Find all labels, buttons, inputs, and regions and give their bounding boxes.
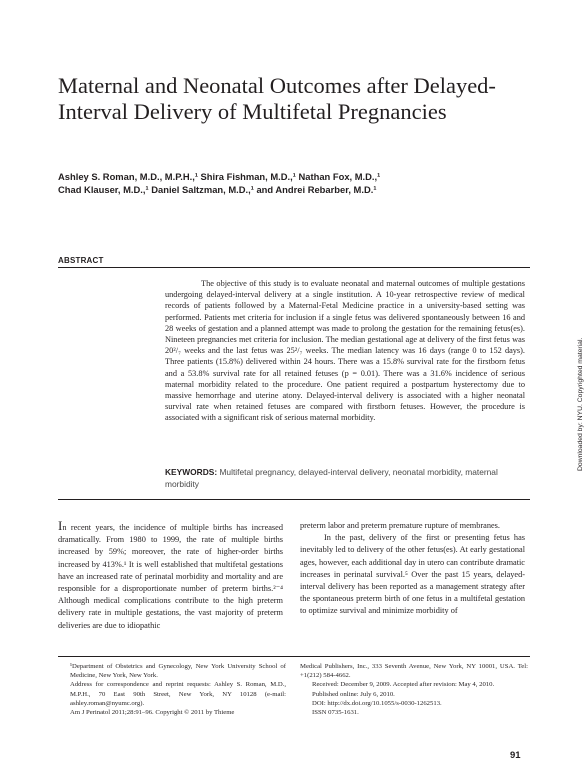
authors-line-2: Chad Klauser, M.D.,¹ Daniel Saltzman, M.D.,¹ and Andrei Rebarber, M.D.¹ [58, 184, 377, 195]
article-title: Maternal and Neonatal Outcomes after Delayed-Interval Delivery of Multifetal Pregnancies [58, 73, 496, 124]
footnote-issn: ISSN 0735-1631. [312, 709, 359, 717]
keywords-label: KEYWORDS: [165, 467, 218, 477]
footnote-received: Received: December 9, 2009. Accepted after revision: May 4, 2010. [312, 681, 495, 689]
body-column-right [300, 520, 525, 618]
download-watermark [577, 316, 585, 471]
footnote-doi: DOI: http://dx.doi.org/10.1055/s-0030-1262513. [312, 699, 442, 707]
footnote-citation: Am J Perinatol 2011;28:91–96. Copyright © 2011 by Thieme [70, 709, 235, 717]
authors-line-1: Ashley S. Roman, M.D., M.P.H.,¹ Shira Fishman, M.D.,¹ Nathan Fox, M.D.,¹ [58, 171, 381, 182]
footnote-correspondence: Address for correspondence and reprint requests: Ashley S. Roman, M.D., M.P.H., 70 East 90th Street, New York, NY 10128 (e-mail: ashley.roman@nyumc.org). [70, 681, 286, 707]
keywords-list: Multifetal pregnancy, delayed-interval delivery, neonatal morbidity, maternal morbidity [165, 467, 498, 489]
footnote-published: Published online: July 6, 2010. [312, 690, 395, 698]
abstract-bottom-rule [58, 499, 530, 500]
footnotes-right [300, 662, 528, 717]
drop-cap: I [58, 518, 63, 533]
footnote-publisher: Medical Publishers, Inc., 333 Seventh Avenue, New York, NY 10001, USA. Tel: +1(212) 584-4662. [300, 663, 528, 680]
abstract-heading: ABSTRACT [58, 256, 104, 265]
footnote-affiliation: ¹Department of Obstetrics and Gynecology, New York University School of Medicine, New York, New York. [70, 663, 286, 680]
watermark-text: Downloaded by: NYU. Copyrighted material. [577, 337, 584, 471]
page-number: 91 [510, 750, 521, 761]
body-right-paragraph-1: preterm labor and preterm premature rupture of membranes. [300, 521, 500, 530]
footnote-rule [58, 656, 530, 657]
body-column-left [58, 520, 283, 632]
body-left-text: n recent years, the incidence of multiple births has increased dramatically. From 1980 to 1999, the rate of multiple births increased by 59%; moreover, the rate of higher-order births increased by 413%.¹ It is well established that multifetal gestations have an increased rate of perinatal morbidity and mortality and are responsible for a disproportionate number of preterm births.²⁻⁴ Although medical complications contribute to the high preterm delivery rate in multiple gestations, the vast majority of preterm deliveries are due to idiopathic [58, 523, 283, 630]
author-list [58, 170, 528, 196]
footnotes-left [58, 662, 286, 717]
abstract-top-rule [58, 267, 530, 268]
keywords [165, 467, 530, 490]
body-right-paragraph-2: In the past, delivery of the first or presenting fetus has inevitably led to delivery of the other fetus(es). At early gestational ages, however, each additional day in utero can contribute dramatic increases in perinatal survival.⁵ Over the past 15 years, delayed-interval delivery has been reported as a management strategy after the spontaneous preterm birth of one fetus in a multifetal gestation to optimize survival and minimize morbidity of [300, 533, 525, 616]
abstract-text: The objective of this study is to evaluate neonatal and maternal outcomes of multiple gestations undergoing delayed-interval delivery at a single institution. A 10-year retrospective review of medical records of patients followed by a Maternal-Fetal Medicine practice in a university-based setting was performed. Patients met criteria for inclusion if a single fetus was delivered spontaneously between 16 and 28 weeks of gestation and a planned attempt was made to prolong the gestation for the remaining fetus(es). Nineteen pregnancies met criteria for inclusion. The median gestational age at delivery of the first fetus was 20²/₇ weeks and the last fetus was 25²/₇ weeks. The median latency was 16 days (range 0 to 152 days). Three patients (15.8%) delivered within 24 hours. There was a 15.8% survival rate for the firstborn fetus and a 53.8% survival rate for all retained fetuses (p = 0.01). There was a 31.6% incidence of serious maternal morbidity related to the procedure. One patient required a postpartum hysterectomy due to massive hemorrhage and uterine atony. Delayed-interval delivery is associated with a higher neonatal survival rate when retained fetuses are compared with firstborn fetuses. However, the procedure is associated with a significant risk of serious maternal morbidity. [165, 279, 525, 423]
